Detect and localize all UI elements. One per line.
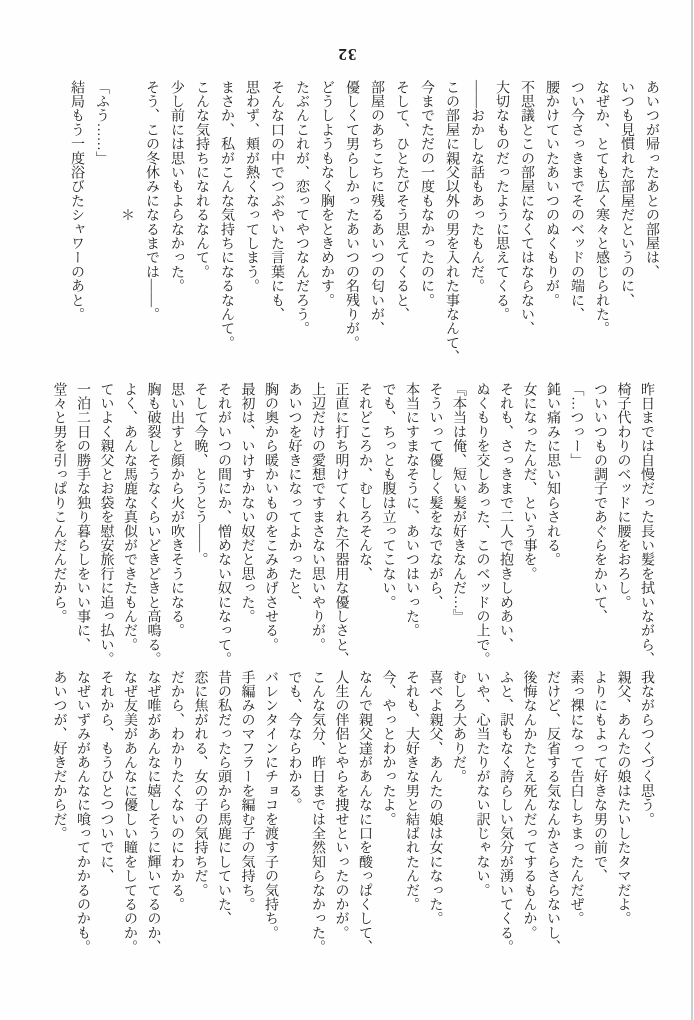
text-line: 椅子代わりのベッドに腰をおろし。 bbox=[615, 382, 631, 610]
text-line: 最初は、いけすかない奴だと思った。 bbox=[239, 382, 255, 624]
text-line: こんな気分、昨日までは全然知らなかった。 bbox=[310, 670, 325, 954]
text-line: ていよく親父とお袋を慰安旅行に追っ払い。 bbox=[98, 382, 114, 666]
text-line: よく、あんな馬鹿な真似ができたもんだ。 bbox=[122, 382, 137, 652]
text-line: いつも見慣れた部屋だというのに、 bbox=[619, 80, 634, 308]
text-line: 人生の伴侶とやらを捜せといったのかが。 bbox=[333, 670, 349, 940]
text-line: いや、心当たりがない訳じゃない。 bbox=[474, 670, 490, 898]
scan-edge-shadow bbox=[691, 0, 693, 1020]
text-line: 部屋のあちこちに残るあいつの匂いが、 bbox=[369, 80, 384, 336]
text-line: 女になったんだ、という事を。 bbox=[521, 382, 537, 581]
text-line: だけど、反省する気なんかさらさらないし、 bbox=[545, 670, 560, 954]
text-line: こんな気持ちになれるなんて。 bbox=[194, 80, 209, 279]
text-line: 後悔なんかたとえ死んだってするもんか。 bbox=[521, 670, 537, 940]
text-line: それがいつの間にか、憎めない奴になって。 bbox=[216, 382, 231, 666]
text-line: 思い出すと顔から火が吹きそうになる。 bbox=[169, 382, 184, 638]
text-line: なぜ唯があんなに嬉しそうに輝いてるのか、 bbox=[145, 670, 161, 954]
text-line: 正直に打ち明けてくれた不器用な優しさと、 bbox=[333, 382, 349, 666]
text-block-1 bbox=[64, 80, 664, 378]
text-line: 胸も破裂しそうなくらいどきどきと高鳴る。 bbox=[145, 382, 161, 666]
text-line: あいつを好きになってよかったと、 bbox=[286, 382, 302, 610]
text-line: 『本当は俺、短い髪が好きなんだ…』 bbox=[451, 382, 466, 624]
text-line: だから、わかりたくないのにわかる。 bbox=[169, 670, 184, 912]
text-line: なぜいずみがあんなに喰ってかかるのかも。 bbox=[75, 670, 90, 954]
text-line: 少し前には思いもよらなかった。 bbox=[169, 80, 184, 293]
text-line: ついいつもの調子であぐらをかいて、 bbox=[592, 382, 607, 624]
text-line: 昨日までは自慢だった長い髪を拭いながら、 bbox=[639, 382, 654, 666]
text-line: 手編みのマフラーを編む子の気持ち。 bbox=[239, 670, 255, 912]
text-line: それから、もうひとつついでに、 bbox=[98, 670, 114, 883]
text-line: 胸の奥から暖かいものをこみあげさせる。 bbox=[263, 382, 278, 652]
text-line: あいつが、好きだからだ。 bbox=[51, 670, 67, 841]
text-line: なぜか、とても広く寒々と感じられた。 bbox=[594, 80, 609, 336]
text-line: そして、ひとたびそう思えてくると、 bbox=[394, 80, 409, 322]
text-line: つい今さっきまでそのベッドの端に、 bbox=[569, 80, 584, 322]
text-block-2 bbox=[47, 382, 658, 674]
text-line: 結局もう一度浴びたシャワーのあと。 bbox=[69, 80, 84, 322]
text-line: 優しくて男らしかったあいつの名残りが。 bbox=[344, 80, 359, 350]
text-line: 喜べよ親父、あんたの娘は女になった。 bbox=[427, 670, 443, 926]
text-block-3 bbox=[47, 670, 658, 962]
text-line: この部屋に親父以外の男を入れた事なんて、 bbox=[444, 80, 459, 364]
text-line: 大切なものだったように思えてくる。 bbox=[494, 80, 509, 322]
text-line: ぬくもりを交しあった、このベッドの上で。 bbox=[474, 382, 490, 666]
text-line: それどころか、むしろそんな、 bbox=[357, 382, 372, 581]
text-line: あいつが帰ったあとの部屋は、 bbox=[644, 80, 659, 279]
text-line: 思わず、頬が熱くなってしまう。 bbox=[244, 80, 259, 293]
page-number: 32 bbox=[337, 45, 357, 64]
text-line: 「…つっー」 bbox=[568, 382, 584, 468]
text-line: 本当にすまなそうに、あいつはいった。 bbox=[404, 382, 419, 638]
text-line: まさか、私がこんな気持ちになるなんて。 bbox=[219, 80, 234, 350]
text-line: そして今晩、とうとう——。 bbox=[192, 382, 208, 567]
text-line: それも、さっきまで二人で抱きしめあい、 bbox=[498, 382, 513, 652]
text-line: ふと、訳もなく誇らしい気分が湧いてくる。 bbox=[498, 670, 513, 954]
text-line: 鈍い痛みに思い知らされる。 bbox=[545, 382, 560, 567]
text-line: 昔の私だったら頭から馬鹿にしていた、 bbox=[216, 670, 231, 926]
text-line: 親父、あんたの娘はたいしたタマだよ。 bbox=[615, 670, 631, 926]
text-line: でも、今ならわかる。 bbox=[286, 670, 302, 812]
text-line: 今までただの一度もなかったのに。 bbox=[419, 80, 434, 308]
text-line: 素っ裸になって告白しちまったんだぜ。 bbox=[568, 670, 584, 926]
text-line: むしろ大ありだ。 bbox=[451, 670, 466, 784]
text-line: 不思議とこの部屋になくてはならない、 bbox=[519, 80, 534, 336]
text-line: 一泊二日の勝手な独り暮らしをいい事に、 bbox=[75, 382, 90, 652]
text-line: 上辺だけの愛想ですまさない思いやりが。 bbox=[310, 382, 325, 652]
text-line: なぜ友美があんなに優しい瞳をしてるのか。 bbox=[122, 670, 137, 954]
text-line: なんで親父達があんなに口を酸っぱくして、 bbox=[357, 670, 372, 954]
text-line: 「ふう……」 bbox=[94, 80, 109, 166]
text-line: よりにもよって好きな男の前で、 bbox=[592, 670, 607, 883]
text-line: ＊ bbox=[119, 80, 134, 222]
text-line: 我ながらつくづく思う。 bbox=[639, 670, 654, 827]
text-line: そういって優しく髪をなでながら、 bbox=[427, 382, 443, 610]
text-line: バレンタインにチョコを渡す子の気持ち。 bbox=[263, 670, 278, 940]
text-line: 恋に焦がれる、女の子の気持ちだ。 bbox=[192, 670, 208, 898]
text-line: どうしようもなく胸をときめかす。 bbox=[319, 80, 334, 308]
text-line: そんな口の中でつぶやいた言葉にも、 bbox=[269, 80, 284, 322]
text-line: そう、この冬休みになるまでは——。 bbox=[144, 80, 159, 322]
text-line: たぶんこれが、恋ってやつなんだろう。 bbox=[294, 80, 309, 336]
text-line: それも、大好きな男と結ばれたんだ。 bbox=[404, 670, 419, 912]
text-line: でも、ちっとも腹は立ってこない。 bbox=[380, 382, 396, 610]
text-line: ——おかしな話もあったもんだ。 bbox=[469, 80, 484, 293]
text-line: 腰かけていたあいつのぬくもりが。 bbox=[544, 80, 559, 308]
text-line: 今、やっとわかったよ。 bbox=[380, 670, 396, 827]
text-line: 堂々と男を引っぱりこんだんだから。 bbox=[51, 382, 67, 624]
